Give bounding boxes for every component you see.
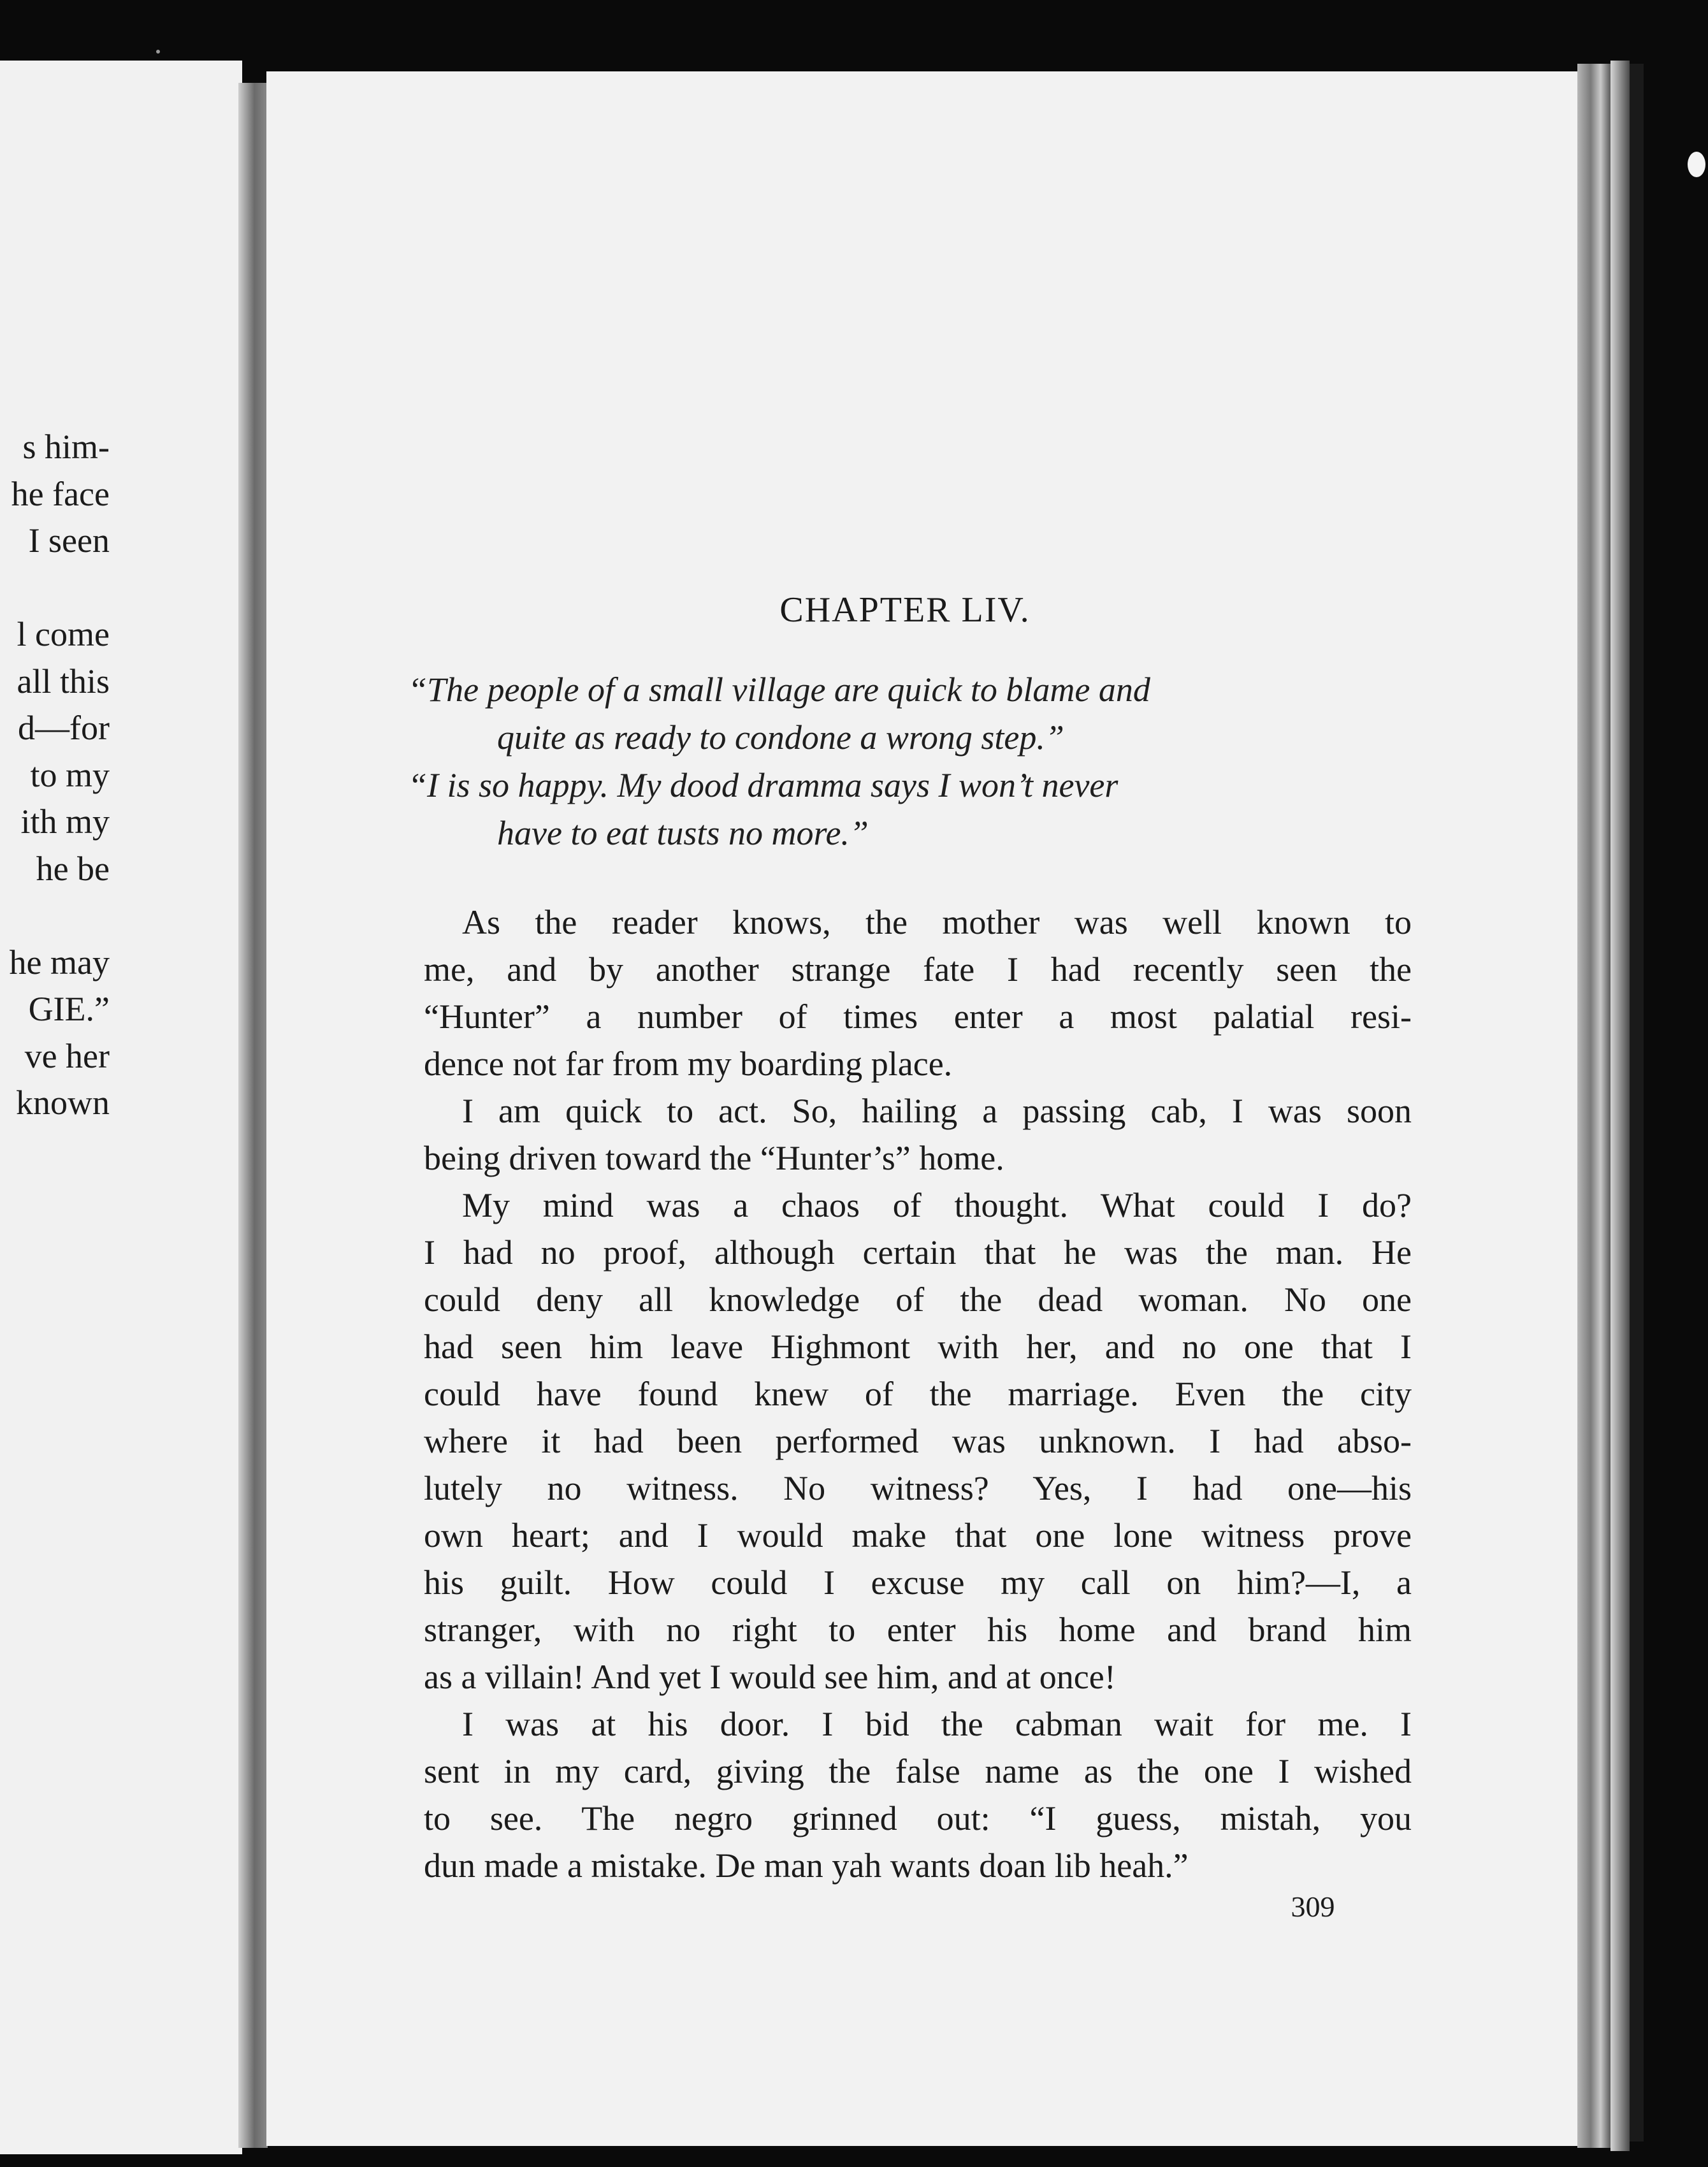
- left-line: l come: [17, 615, 110, 653]
- epigraph-line: quite as ready to condone a wrong step.”: [497, 718, 1064, 757]
- body-line: sent in my card, giving the false name as the one I wished: [424, 1752, 1412, 1790]
- left-line: GIE.”: [28, 990, 110, 1028]
- scan-speck: [156, 50, 160, 54]
- left-line: [0, 892, 110, 939]
- body-line: own heart; and I would make that one lone witness prove: [424, 1516, 1412, 1555]
- book-gutter-shadow: [238, 83, 268, 2148]
- body-line: where it had been performed was unknown. I had abso-: [424, 1422, 1412, 1460]
- body-line: I am quick to act. So, hailing a passing cab, I was soon: [462, 1092, 1412, 1130]
- left-line: I seen: [28, 521, 110, 560]
- chapter-epigraph: [408, 666, 1402, 857]
- left-line: all this: [17, 662, 110, 700]
- epigraph-line: “The people of a small village are quick to blame and: [408, 670, 1150, 709]
- left-line: s him-: [22, 428, 110, 466]
- body-line: could deny all knowledge of the dead woman. No one: [424, 1280, 1412, 1319]
- chapter-body-text: [424, 899, 1412, 1889]
- scan-speck: [1688, 152, 1705, 177]
- page-edge-stack: [1577, 64, 1610, 2148]
- left-line: known: [16, 1084, 110, 1122]
- body-line: lutely no witness. No witness? Yes, I had one—his: [424, 1469, 1412, 1507]
- body-line: could have found knew of the marriage. Even the city: [424, 1375, 1412, 1413]
- page-edge-stack-outer: [1610, 61, 1630, 2151]
- chapter-title: CHAPTER LIV.: [779, 590, 1031, 630]
- left-line: he be: [36, 849, 110, 888]
- body-line: “Hunter” a number of times enter a most palatial resi-: [424, 997, 1412, 1036]
- left-line: [0, 565, 110, 612]
- body-line: stranger, with no right to enter his home and brand him: [424, 1611, 1412, 1649]
- body-line: dun made a mistake. De man yah wants doan lib heah.”: [424, 1846, 1189, 1885]
- left-line: ith my: [20, 802, 110, 841]
- page-number: 309: [1291, 1890, 1335, 1923]
- left-line: d—for: [18, 709, 110, 747]
- left-line: to my: [30, 755, 110, 794]
- body-line: dence not far from my boarding place.: [424, 1045, 953, 1083]
- body-line: My mind was a chaos of thought. What could I do?: [462, 1186, 1412, 1224]
- body-line: as a villain! And yet I would see him, and at once!: [424, 1658, 1116, 1696]
- left-line: he may: [9, 943, 110, 982]
- book-cover-edge: [1630, 64, 1644, 2142]
- left-page-text-fragments: [0, 424, 110, 1127]
- body-line: I had no proof, although certain that he was the man. He: [424, 1233, 1412, 1272]
- body-line: his guilt. How could I excuse my call on him?—I, a: [424, 1563, 1412, 1602]
- left-line: ve her: [24, 1036, 110, 1075]
- left-facing-page: [0, 61, 242, 2154]
- body-line: I was at his door. I bid the cabman wait for me. I: [462, 1705, 1412, 1743]
- body-line: me, and by another strange fate I had recently seen the: [424, 950, 1412, 989]
- epigraph-line: have to eat tusts no more.”: [497, 814, 869, 852]
- body-line: had seen him leave Highmont with her, and no one that I: [424, 1328, 1412, 1366]
- left-line: he face: [11, 474, 110, 513]
- epigraph-line: “I is so happy. My dood dramma says I won’t never: [408, 766, 1118, 804]
- body-line: As the reader knows, the mother was well known to: [462, 903, 1412, 941]
- body-line: being driven toward the “Hunter’s” home.: [424, 1139, 1004, 1177]
- body-line: to see. The negro grinned out: “I guess, mistah, you: [424, 1799, 1412, 1837]
